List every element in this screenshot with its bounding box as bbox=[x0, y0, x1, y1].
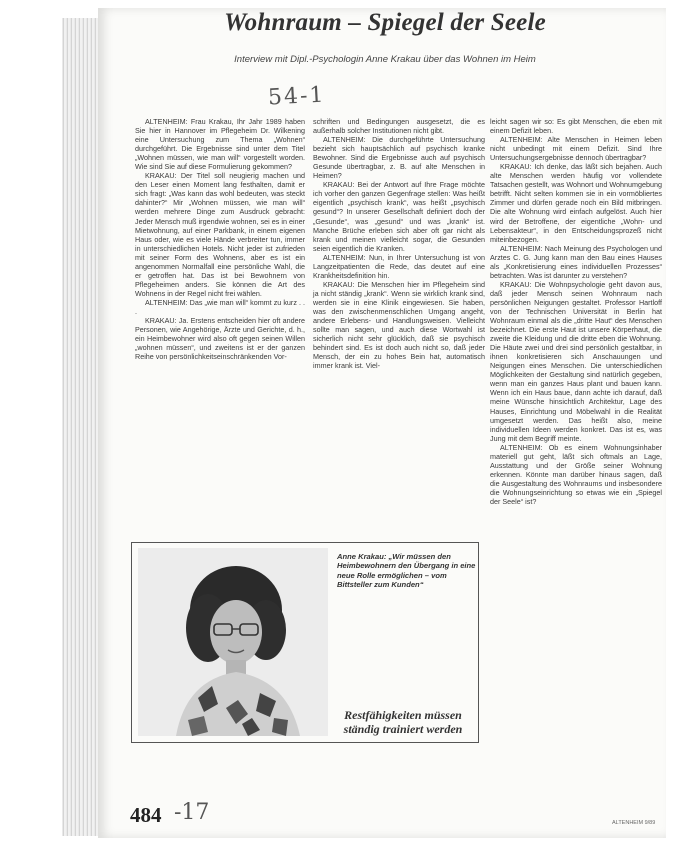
article-subtitle: Interview mit Dipl.-Psychologin Anne Krakau über das Wohnen im Heim bbox=[234, 54, 536, 65]
paragraph: ALTENHEIM: Ob es einem Wohnungsinhaber materiell gut geht, läßt sich oftmals an Lage, Ausstattung und der Größe seiner Wohnung erkennen. Könnte man darüber hinaus sagen, daß die Ausgestaltung des Wohnraums und insbesondere die Wohnungseinrichtung so etwas wie ein „Spiegel der Seele“ ist? bbox=[490, 442, 662, 506]
portrait-photo bbox=[138, 548, 328, 736]
paragraph: KRAKAU: Bei der Antwort auf Ihre Frage möchte ich vorher den ganzen Gegenfrage stellen: Was heißt eigentlich „psychisch krank“, was heißt „psychisch gesund“? In unserer Gesellschaft definiert doch der „Gesunde“, was „gesund“ und was „krank“ ist. Manche Brüche erleben sich aber oft gar nicht als krank und meinen vielleicht sogar, die Gesunden seien eigentlich die Kranken. bbox=[313, 180, 485, 253]
paragraph: ALTENHEIM: Die durchgeführte Untersuchung bezieht sich hauptsächlich auf psychisch kranke Bewohner. Sind die Ergebnisse auch auf psychisch Gesunde übertragbar, z. B. auf alte Menschen in Heimen? bbox=[313, 135, 485, 181]
paragraph: KRAKAU: Der Titel soll neugierig machen und den Leser einen Moment lang festhalten, damit er sich fragt: „Was kann das wohl bedeuten, was steckt dahinter?“ Mir „Wohnen müssen, wie man will“ werden mehrere Dinge zum Ausdruck gebracht: Jeder Mensch muß irgendwie wohnen, sei es in einer Mietwohnung, auf einer Parkbank, in einem eigenen Haus oder, wie es viele Hände verbreiter tun, immer in unterschiedlichen Hotels. Nicht jeder ist zufrieden mit seiner Form des Wohnens, aber es ist ein angenommen Normalfall eine persönliche Wahl, die er getroffen hat. Das ist bei Bewohnern von Pflegeheimen anders. Sie können die Art des Wohnens in der Regel nicht frei wählen. bbox=[135, 171, 305, 298]
paragraph: KRAKAU: Ich denke, das läßt sich bejahen. Auch alte Menschen werden häufig vor vollendete Tatsachen gestellt, was Wohnort und Wohnumgebung betrifft. Nicht selten kommen sie in ein vormöbliertes Zimmer und dürfen gerade noch ein Bild mitbringen. Die alte Wohnung wird einfach aufgelöst. Auch hier wird der Betroffene, der eigentliche „Wohn- und Lebensakteur“, in den Entscheidungsprozeß nicht miteinbezogen. bbox=[490, 162, 662, 244]
handwritten-page-number: -17 bbox=[174, 800, 210, 825]
text-column-1 bbox=[135, 117, 305, 361]
paragraph: KRAKAU: Die Menschen hier im Pflegeheim sind ja nicht ständig „krank“. Wenn sie wirklich krank sind, werden sie in eine Klinik eingewiesen. Sie haben, was den zwischenmenschlichen Umgang angeht, andere Erlebens- und Handlungsweisen. Vielleicht sollte man sagen, und auch diese Wortwahl ist sicherlich nicht sehr glücklich, daß sie psychisch behindert sind. Es ist doch auch nicht so, daß jeder Mensch, der ein zu hohes Bein hat, automatisch immer krank ist. Viel- bbox=[313, 279, 485, 371]
page-number: 484 bbox=[130, 803, 162, 827]
pull-quote: Restfähigkeiten müssen ständig trainiert werden bbox=[343, 708, 463, 736]
paragraph: ALTENHEIM: Alte Menschen in Heimen leben nicht unbedingt mit einem Defizit. Sind Ihre Untersuchungsergebnisse dennoch übertragbar? bbox=[490, 135, 662, 163]
text-column-2 bbox=[313, 117, 485, 370]
paragraph: KRAKAU: Die Wohnpsychologie geht davon aus, daß jeder Mensch seinen Wohnraum nach persönlichen Neigungen gestaltet. Professor Hartloff von der Technischen Universität in Berlin hat Wohnraum einmal als die „dritte Haut“ des Menschen bezeichnet. Die erste Haut ist unsere Körperhaut, die zweite die Kleidung und die dritte eben die Wohnung. Die Häute zwei und drei sind persönlich gestaltbar, in ihnen konkretisieren sich Anschauungen und Neigungen eines Menschen. Die unterschiedlichen Möglichkeiten der Gestaltung sind natürlich gegeben, wenn man ein ganzes Haus plant und bauen kann. Wenn ich ein Haus baue, dann achte ich darauf, daß meine Wünsche hinsichtlich Architektur, Lage des Hauses, Einrichtung und Möbelwahl in die Realität umgesetzt werden. Das heißt also, meine individuellen Ideen werden konkret. Das ist es, was Jung mit dem Begriff meinte. bbox=[490, 279, 662, 443]
handwritten-mark: 54-1 bbox=[267, 82, 327, 111]
paragraph: ALTENHEIM: Nach Meinung des Psychologen und Arztes C. G. Jung kann man den Bau eines Hauses als „Konkretisierung eines individuellen Prozesses“ betrachten. Was ist darunter zu verstehen? bbox=[490, 243, 662, 280]
paragraph: KRAKAU: Ja. Erstens entscheiden hier oft andere Personen, wie Angehörige, Ärzte und Gerichte, d. h., ein Heimbewohner wird also oft gegen seinen Willen „wohnen müssen“, und zweitens ist er der ganzen Reihe von persönlichkeitseinschränkenden Vor- bbox=[135, 316, 305, 362]
paragraph: schriften und Bedingungen ausgesetzt, die es außerhalb solcher Institutionen nicht gibt. bbox=[313, 117, 485, 136]
paragraph: ALTENHEIM: Nun, in Ihrer Untersuchung ist von Langzeitpatienten die Rede, das deutet auf eine Krankheitsdefinition hin. bbox=[313, 252, 485, 280]
page-edge-stack bbox=[62, 18, 102, 836]
paragraph: leicht sagen wir so: Es gibt Menschen, die eben mit einem Defizit leben. bbox=[490, 117, 662, 136]
photo-caption: Anne Krakau: „Wir müssen den Heimbewohnern den Übergang in eine neue Rolle ermöglichen – vom Bittsteller zum Kunden“ bbox=[337, 552, 476, 590]
portrait-image bbox=[138, 548, 328, 736]
text-column-3 bbox=[490, 117, 662, 506]
paragraph: ALTENHEIM: Das „wie man will“ kommt zu kurz . . . bbox=[135, 297, 305, 316]
paragraph: ALTENHEIM: Frau Krakau, Ihr Jahr 1989 haben Sie hier in Hannover im Pflegeheim Dr. Wilkening eine Untersuchung zum Thema „Wohnen“ durchgeführt. Die Ergebnisse sind unter dem Titel „Wohnen müssen, wie man will“ vorgestellt worden. Wie sind Sie auf diese Formulierung gekommen? bbox=[135, 117, 305, 172]
article-title: Wohnraum – Spiegel der Seele bbox=[224, 9, 546, 36]
footer-text: ALTENHEIM 9/89 bbox=[612, 820, 656, 826]
